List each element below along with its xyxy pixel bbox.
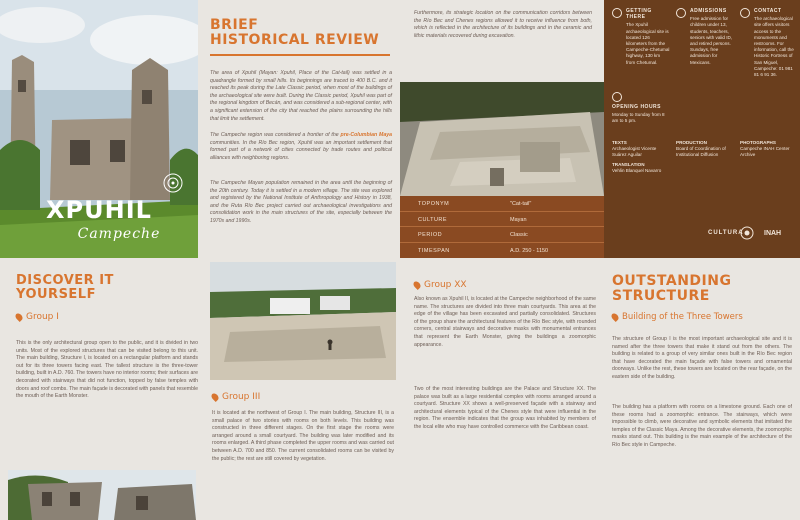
discover-heading-line2: YOURSELF	[16, 287, 96, 303]
credit-photos-label: PHOTOGRAPHS	[740, 140, 776, 145]
cover-subtitle: Campeche	[77, 226, 161, 242]
info-panel	[604, 0, 800, 258]
car-icon	[612, 8, 622, 18]
contact-label: CONTACT	[754, 8, 782, 14]
group3-text: It is located at the northwest of Group I. The main building, Structure III, is a small palace of two stories with rooms on both levels. This building was constructed in three different stages. On the first stage the rooms were arranged around a small courtyard. The building was later modified and its rooms enlarged. A third phase completed the upper rooms and was carried out between A.D. 700 and 850. The current consolidated rooms can be visited by the public; the rest are still covered by vegetation.	[212, 410, 394, 462]
contact	[754, 8, 796, 78]
getting-there	[626, 8, 670, 66]
groupxx-label: Group XX	[424, 280, 467, 290]
group1-text: This is the only architectural group open to the public, and it is divided in two units. Most of the explored structures that can be visited belong to this unit. The main building, Structure I, is located on a rectangular platform and stands out for its three towers facing east. The tallest structure is the three-tower building, built in A.D. 760. The towers have no interior rooms; their surfaces are decorated with stairways that did not function, topped by false temples with doors and roof combs. The main façade is decorated with panels that resemble the mouth of the Earth Monster.	[16, 340, 198, 400]
getting-there-label: GETTING THERE	[626, 8, 652, 21]
credit-translation	[612, 162, 692, 174]
table-row	[400, 243, 604, 259]
table-row	[400, 196, 604, 212]
review-heading-line2: HISTORICAL REVIEW	[210, 32, 380, 49]
review-paragraph-1: The area of Xpuhil (Mayan: Xpuhil, Place of the Cat-tail) was settled in a quadrangle formed by small hills. Its beginnings are traced to 400 B.C. and it reached its peak during the Late Classic period, when most of the buildings of the archaeological site were built. During the Classic period, Xpuhil was part of the regional kingdom of Becán, and was considered a sub-regional center, with a significant extension of the city that reached the plains surrounding the hills that limit the settlement.	[210, 70, 392, 122]
inah-emblem-icon	[162, 172, 184, 194]
group1-label: Group I	[26, 312, 59, 322]
table-value: A.D. 250 - 1150	[510, 247, 549, 254]
structure-photo	[400, 82, 604, 196]
groupxx-text-1: Also known as Xpuhil II, is located at the Campeche neighborhood of the same name. The structures are divided into three main courtyards. This area at the edge of the village has been excavated and partially consolidated. Structures of the group share the architectural features of the Río Bec style, with rounded corners, central stairways and decorative masks with monumental entrances that represent the Earth Monster, giving the buildings a zoomorphic appearance.	[414, 296, 596, 348]
credit-production-label: PRODUCTION	[676, 140, 707, 145]
outstanding-subheading-label: Building of the Three Towers	[622, 312, 743, 322]
admissions-label: ADMISSIONS	[690, 8, 727, 14]
outstanding-subheading	[612, 312, 743, 322]
location-pin-icon	[14, 312, 24, 322]
contact-text: The archaeological site offers visitors access to the monuments and restrooms. For information, call the Historic Fortress of San Miguel, Campeche: 01 981 81 6 91 36.	[754, 16, 794, 78]
table-row	[400, 227, 604, 243]
group3-label: Group III	[222, 392, 261, 402]
location-pin-icon	[412, 280, 422, 290]
outstanding-heading	[612, 274, 731, 305]
group1-photo	[8, 470, 196, 520]
review-paragraph-3: The Campeche Mayan population remained in the area until the beginning of the 20th century. Today it is settled in a modern village. The site was explored and registered by the National Institute of Anthropology and History in 1938, and the Ruta Río Bec project carried out archaeological investigations and consolidation work in the main structures of the site, especially between the 1970s and 1990s.	[210, 180, 392, 224]
credit-production	[676, 140, 734, 158]
discover-heading-line1: DISCOVER IT	[16, 273, 114, 288]
clock-icon	[612, 92, 622, 102]
table-key: TIMESPAN	[418, 247, 450, 254]
outstanding-text-1: The structure of Group I is the most important archaeological site and it is named after the three towers that make it stand out from the others. The building is related to a group of very similar ones built in the Río Bec region that have decorated the main façade with false towers and ornamental doorways. Unlike the rest, these towers are located on the rear façade, on the eastern side of the building.	[612, 336, 792, 380]
credit-texts	[612, 140, 670, 158]
table-row	[400, 212, 604, 228]
credit-texts-label: TEXTS	[612, 140, 627, 145]
review-p2-after: communities. In the Río Bec region, Xpuhil was an important settlement that formed part of a network of cities connected by trade routes and political alliances with neighboring regions.	[210, 139, 392, 161]
site-data-table	[400, 196, 604, 258]
opening-hours-label: OPENING HOURS	[612, 104, 662, 110]
credit-texts-value: Archaeologist Vicente Suárez Aguilar	[612, 146, 657, 157]
group1-heading	[16, 312, 59, 322]
credit-photos-value: Campeche INAH Center Archive	[740, 146, 790, 157]
table-key: TOPONYM	[418, 201, 450, 207]
stone-structure-image	[400, 82, 604, 196]
inah-logo: INAH	[764, 230, 782, 237]
getting-there-text: The Xpuhil archaeological site is located 126 kilometers from the Campeche-Chetumal highway, 130 km from Chetumal.	[626, 22, 670, 65]
seal-icon	[740, 226, 754, 240]
groupxx-heading	[414, 280, 467, 290]
credit-translation-value: Vehlin Blanquel Navarro	[612, 168, 662, 173]
review-p2-before: The Campeche region was considered a frontier of the	[210, 132, 339, 138]
excavation-site-image	[210, 262, 396, 380]
credit-photos	[740, 140, 796, 158]
discover-heading	[16, 274, 114, 303]
table-key: CULTURE	[418, 216, 448, 223]
location-pin-icon	[210, 392, 220, 402]
table-value: Mayan	[510, 216, 527, 223]
ticket-icon	[676, 8, 686, 18]
table-key: PERIOD	[418, 232, 443, 238]
admissions-text: Free admission for children under 13, students, teachers, seniors with valid ID, and retired persons. Sundays, free admission for Mexicans.	[690, 16, 733, 65]
heading-rule	[210, 54, 390, 56]
outstanding-heading-line2: STRUCTURE	[612, 288, 710, 305]
review-p2-highlight: pre-Columbian Maya	[340, 132, 392, 138]
table-value: "Cat-tail"	[510, 201, 532, 207]
opening-hours	[612, 104, 670, 125]
credit-translation-label: TRANSLATION	[612, 162, 645, 167]
groupxx-text-2: Two of the most interesting buildings are the Palace and Structure XX. The palace was built as a large residential complex with rooms arranged around a courtyard. Structure XX shows a well-preserved façade with a stairway and architectural elements typical of the Chenes style that were influential in the region. The ensemble indicates that the group was inhabited by members of the local elite who may have controlled commerce with the Caribbean coast.	[414, 386, 596, 430]
excavation-photo	[210, 262, 396, 380]
table-value: Classic	[510, 232, 528, 238]
phone-icon	[740, 8, 750, 18]
credit-production-value: Board of Coordination of Institutional Diffusion	[676, 146, 726, 157]
cultura-logo: CULTURA	[708, 230, 744, 236]
location-pin-icon	[610, 312, 620, 322]
group3-heading	[212, 392, 260, 402]
opening-hours-text: Monday to Sunday from 8 am to 5 pm.	[612, 112, 665, 124]
outstanding-text-2: The building has a platform with rooms on a limestone ground. Each one of these rooms had a zoomorphic entrance. The stairways, which were impossible to climb, were decorative and symbolic elements that imitated the temples of the Classic Maya. Among the decorative elements, the zoomorphic masks stand out. This building is the main example of the architecture of the Río Bec style in Campeche.	[612, 404, 792, 448]
ruins-group-image	[8, 470, 196, 520]
review-heading	[210, 18, 379, 49]
cover-title: XPUHIL	[46, 196, 152, 224]
review-heading-line1: BRIEF	[210, 17, 259, 33]
review-paragraph-2	[210, 132, 392, 162]
outstanding-heading-line1: OUTSTANDING	[612, 273, 732, 289]
admissions	[690, 8, 736, 66]
review-top-paragraph: Furthermore, its strategic location on the communication corridors between the Río Bec and Chenes regions allowed it to receive influence from both, which is reflected in the architecture of its buildings and in the ceramic and lithic materials recovered during excavation.	[414, 10, 592, 39]
